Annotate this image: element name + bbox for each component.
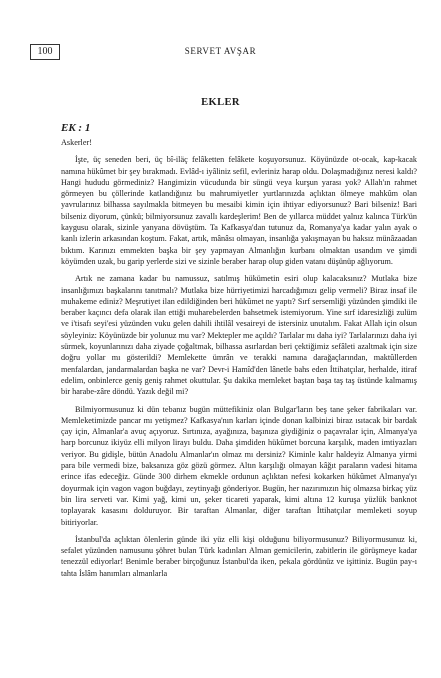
paragraph: Bilmiyormusunuz ki dün tebanız bugün müttefikiniz olan Bulgar'ların beş tane şeker fabrikaları var. Memleketimizde pancar mı yetişmez? Kafkasya'nın karları içinde donan kalbinizi biraz ısıtacak bir bardak çay için, Almanlar'a avuç açıyoruz. Sırtınıza, ayağınıza, başınıza giydiğiniz o paçavralar için, Almanya'ya harp borcunuz ikiyüz elli milyon lirayı buldu. Daha şimdiden hükûmet borcuna karşılık, maden imtiyazları veriyor. Bu gidişle, bütün Anadolu Almanlar'ın olmaz mı dersiniz? Kiminle kalır haldeyiz Almanya yirmi para bile vermedi bize, baksanıza göz gözü görmez. Altın karşılığı olmayan kâğıt paraların vadesi hitama erince ifas edeceğiz. Günde 300 dirhem ekmekle ordunun açlıktan nefesi kokarken hükûmet Almanya'yı doyurmak için vagon vagon buğdayı, zeytinyağı gönderiyor. Bugün, her nazırımızın hiç olmazsa birkaç yüz bin lira serveti var. Kimi yağ, kimi un, şeker ticareti yaparak, kimi altına 12 kuruşa yüzlük banknot toplayarak kasasını dolduruyor. Bir taraftan Almanlar, diğer taraftan İttihatçılar memleketi soyup bitiriyorlar. xyxy=(61,404,417,527)
running-head: SERVET AVŞAR xyxy=(184,46,257,56)
salutation: Askerler! xyxy=(61,138,92,147)
document-label: EK : 1 xyxy=(61,122,91,134)
page-number: 100 xyxy=(30,44,60,60)
document-body xyxy=(61,137,417,579)
paragraph: Artık ne zamana kadar bu namussuz, satılmış hükümetin esiri olup kalacaksınız? Mutlaka bize insanlığımızı başkalarını tanıtmalı? Mutlaka bize hürriyetimizi harcadığımızı gelip vermeli? Biraz insaf ile muhakeme ediniz? Meşrutiyet ilan edildiğinden beri hükûmet ne yaptı? Sırf sersemliği yüzünden şimdiki ile beraber kaçıncı defa olarak ilan ettiği muharebelerden bahsetmek istemiyorum. Yine sırf idaresizliği zulüm ve i'tisafı seyi'esi yüzünden vuku gelen dahili ihtilâl vesaireyi de istersiniz unutalım. Fakat Allah için olsun söyleyiniz: Köyünüzde bir yolunuz mu var? Mektepler me açıldı? Tarlalar mı daha iyi? Tarlalarınızı daha iyi sürmek, koyunlarınızı daha ziyade çoğaltmak, bilhassa asırlardan beri çektiğimiz sefâleti azaltmak için size doğru yollar mı gösterildi? Memlekette ümrân ve terakki namına darağaçlarından, maktûllerden menfalardan, jandarmalardan başka ne var? Devr-i Hamîd'den lânetle bahs eden İttihatçılar, herhalde, itiraf edelim, onbinlerce geniş geniş rahmet okuttular. Şu dakika memleket baştan başa taş taş üstünde kalmamış bir harabe-zâre döndü. Yazık değil mi? xyxy=(61,274,417,397)
paragraph: İstanbul'da açlıktan ölenlerin günde iki yüz elli kişi olduğunu biliyormusunuz? Biliyormusunuz ki, sefalet yüzünden namusunu şöhret bulan Türk kadınları Alman gemicilerin, zabitlerin ile görüşmeye kadar tenezzül ediyorlar! Benimle beraber birçoğunuz İstanbul'da iken, pekala gördünüz ve işittiniz. Bugün pay-ı tahta İslâm hanımları almanlarla xyxy=(61,534,417,578)
section-title: EKLER xyxy=(201,97,240,108)
paragraph: İşte, üç seneden beri, üç bî-iläç felâketten felâkete koşuyorsunuz. Köyünüzde ot-ocak, kap-kacak namına hükûmet bir şey bırakmadı. Evlâd-ı iyâliniz sefil, evleriniz harap oldu. Dolaşmadığınız neresi kaldı? Hangi hududu görmediniz? Hangimizin vücudunda bir süngü veya kurşun yarası yok? Allah'ın rahmet görmeyen bu çöllerinde katlandığınız bu mahrumiyetler yurtlarınızda açlıktan ölmeye mahkûm olan yavrularınız bilhassa sayılmakla bitmeyen bu mesaibi kimin için ihtiyar ediyorsunuz? Bari bilseniz! Bari bilseniz diyorum, çünkü; bilmiyorsunuz zavallı kardeşlerim! Ben de yıllarca müddet yalnız kalınca Türk'ün kaygusu olarak, sizinle yanyana dövüştüm. Ta Kafkasya'dan tutunuz da, Romanya'ya kadar yalın ayak o kanlı izlerin arkasından koştum. Fakat, artık, mânâsı olmayan, insanlığa yakışmayan bu haksız münâzaadan bıktım. Karınızı emmekten başka bir şey yapmayan Almanlığın kurbanı olmaktan usandım ve şimdi köyümden uzak, bu garip yerlerde sizi ve sizinle beraber harap olup giden vatanı düşünüp ağlıyorum. xyxy=(61,155,417,266)
